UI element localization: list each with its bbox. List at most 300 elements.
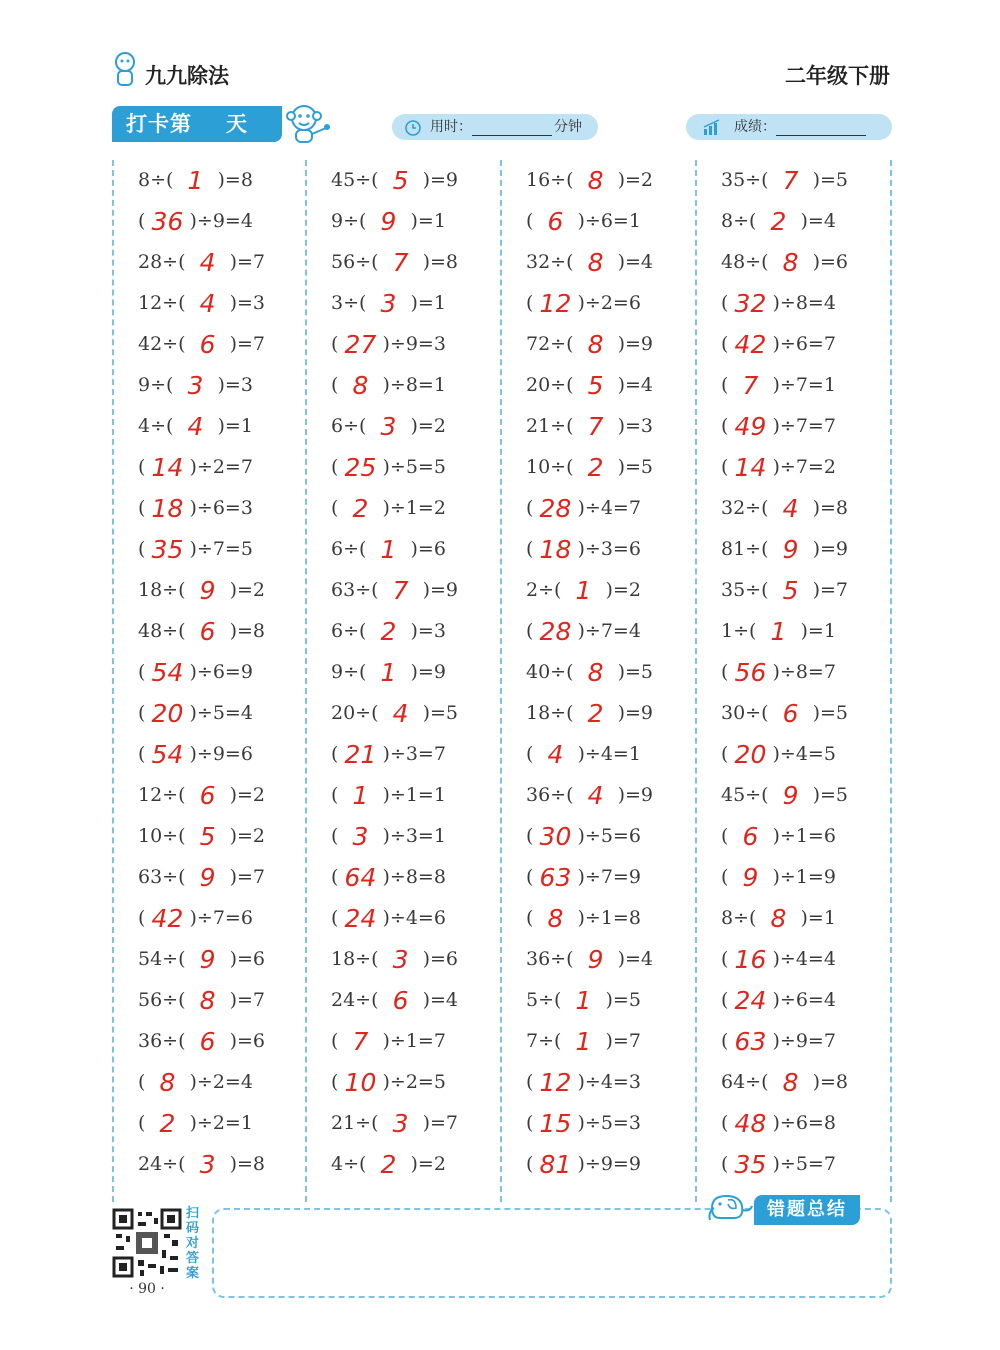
problem-suffix: )=8 xyxy=(806,497,849,519)
answer-value[interactable]: 8 xyxy=(587,330,604,359)
problem-prefix: ( xyxy=(526,1153,540,1175)
answer-value[interactable]: 25 xyxy=(344,453,377,482)
score-label: 成绩： xyxy=(734,119,776,135)
problem-prefix: ( xyxy=(526,538,540,560)
answer-value[interactable]: 35 xyxy=(151,535,184,564)
answer-value[interactable]: 3 xyxy=(392,945,409,974)
answer-value[interactable]: 30 xyxy=(539,822,572,851)
problem-row xyxy=(331,365,501,406)
problem-column xyxy=(697,160,892,1202)
problem-prefix: 9÷( xyxy=(331,210,373,232)
problem-prefix: ( xyxy=(331,825,345,847)
answer-value[interactable]: 48 xyxy=(734,1109,767,1138)
answer-value[interactable]: 36 xyxy=(151,207,184,236)
problem-row xyxy=(526,1021,696,1062)
problem-suffix: )÷8=7 xyxy=(766,661,836,683)
problem-prefix: 72÷( xyxy=(526,333,580,355)
problem-prefix: ( xyxy=(721,989,735,1011)
answer-value[interactable]: 3 xyxy=(392,1109,409,1138)
answer-value[interactable]: 3 xyxy=(199,1150,216,1179)
answer-value[interactable]: 14 xyxy=(734,453,767,482)
problem-prefix: 1÷( xyxy=(721,620,763,642)
answer-value[interactable]: 6 xyxy=(199,330,216,359)
problem-prefix: 32÷( xyxy=(721,497,775,519)
answer-value[interactable]: 8 xyxy=(587,166,604,195)
answer-value[interactable]: 27 xyxy=(344,330,377,359)
answer-value[interactable]: 63 xyxy=(539,863,572,892)
answer-value[interactable]: 6 xyxy=(547,207,564,236)
problem-suffix: )=9 xyxy=(806,538,849,560)
problem-row xyxy=(721,324,891,365)
problem-suffix: )=7 xyxy=(223,251,266,273)
answer-value[interactable]: 32 xyxy=(734,289,767,318)
problem-prefix: ( xyxy=(331,333,345,355)
problem-column xyxy=(502,160,697,1202)
problem-suffix: )=4 xyxy=(611,374,654,396)
problem-prefix: ( xyxy=(526,210,540,232)
problem-prefix: 20÷( xyxy=(331,702,385,724)
answer-value[interactable]: 5 xyxy=(782,576,799,605)
answer-value[interactable]: 63 xyxy=(734,1027,767,1056)
problem-prefix: 12÷( xyxy=(138,292,192,314)
mascot-icon xyxy=(110,50,140,88)
problem-row xyxy=(331,898,501,939)
problem-prefix: 63÷( xyxy=(138,866,192,888)
problem-row xyxy=(526,365,696,406)
problem-suffix: )÷5=4 xyxy=(183,702,253,724)
problem-prefix: 10÷( xyxy=(138,825,192,847)
problem-prefix: 2÷( xyxy=(526,579,568,601)
problem-suffix: )=8 xyxy=(223,1153,266,1175)
answer-value[interactable]: 9 xyxy=(742,863,759,892)
answer-value[interactable]: 8 xyxy=(782,248,799,277)
answer-value[interactable]: 5 xyxy=(199,822,216,851)
problem-prefix: ( xyxy=(721,825,735,847)
answer-value[interactable]: 7 xyxy=(742,371,759,400)
problem-row xyxy=(331,570,501,611)
answer-value[interactable]: 8 xyxy=(587,658,604,687)
answer-value[interactable]: 54 xyxy=(151,658,184,687)
problem-suffix: )=8 xyxy=(806,1071,849,1093)
answer-value[interactable]: 6 xyxy=(742,822,759,851)
answer-value[interactable]: 9 xyxy=(199,863,216,892)
problem-row xyxy=(721,1062,891,1103)
answer-value[interactable]: 2 xyxy=(770,207,787,236)
answer-value[interactable]: 8 xyxy=(770,904,787,933)
answer-value[interactable]: 1 xyxy=(770,617,787,646)
problem-suffix: )=3 xyxy=(211,374,253,396)
problem-row xyxy=(138,529,308,570)
answer-value[interactable]: 6 xyxy=(392,986,409,1015)
answer-value[interactable]: 2 xyxy=(380,1150,397,1179)
problem-prefix: ( xyxy=(331,743,345,765)
problem-row xyxy=(526,898,696,939)
problem-prefix: ( xyxy=(526,292,540,314)
answer-value[interactable]: 7 xyxy=(352,1027,369,1056)
problem-suffix: )=4 xyxy=(611,251,654,273)
problem-suffix: )=7 xyxy=(223,989,266,1011)
score-field xyxy=(686,114,892,140)
problem-prefix: ( xyxy=(138,210,152,232)
monkey-icon xyxy=(282,100,332,146)
problem-suffix: )=7 xyxy=(806,579,849,601)
problem-suffix: )÷2=4 xyxy=(183,1071,253,1093)
problem-suffix: )=9 xyxy=(611,702,654,724)
problem-suffix: )=7 xyxy=(599,1030,641,1052)
problem-prefix: 6÷( xyxy=(331,620,373,642)
answer-value[interactable]: 28 xyxy=(539,617,572,646)
problem-suffix: )÷7=2 xyxy=(766,456,836,478)
problem-column xyxy=(307,160,502,1202)
problem-row xyxy=(331,1144,501,1185)
problem-suffix: )÷6=4 xyxy=(766,989,836,1011)
problem-prefix: ( xyxy=(526,825,540,847)
problem-suffix: )÷9=9 xyxy=(571,1153,641,1175)
problem-row xyxy=(331,857,501,898)
problem-row xyxy=(138,775,308,816)
problem-suffix: )÷4=7 xyxy=(571,497,641,519)
answer-value[interactable]: 21 xyxy=(344,740,377,769)
problem-row xyxy=(721,570,891,611)
problem-prefix: 45÷( xyxy=(331,169,385,191)
problem-prefix: ( xyxy=(138,497,152,519)
problem-suffix: )=9 xyxy=(611,784,654,806)
answer-value[interactable]: 8 xyxy=(199,986,216,1015)
answer-value[interactable]: 42 xyxy=(151,904,184,933)
problem-suffix: )=5 xyxy=(806,169,849,191)
problem-suffix: )=7 xyxy=(223,333,266,355)
problem-suffix: )=9 xyxy=(404,661,446,683)
problem-prefix: 35÷( xyxy=(721,169,775,191)
problem-prefix: 28÷( xyxy=(138,251,192,273)
answer-value[interactable]: 4 xyxy=(187,412,204,441)
problem-suffix: )=4 xyxy=(794,210,836,232)
problem-suffix: )÷9=6 xyxy=(183,743,253,765)
problem-prefix: 7÷( xyxy=(526,1030,568,1052)
problem-row xyxy=(526,652,696,693)
answer-value[interactable]: 4 xyxy=(392,699,409,728)
problem-row xyxy=(526,447,696,488)
answer-value[interactable]: 4 xyxy=(199,248,216,277)
problem-row xyxy=(331,980,501,1021)
answer-value[interactable]: 12 xyxy=(539,289,572,318)
score-input[interactable] xyxy=(776,119,866,136)
problem-suffix: )÷5=7 xyxy=(766,1153,836,1175)
answer-value[interactable]: 1 xyxy=(187,166,204,195)
problem-column xyxy=(112,160,307,1202)
problem-row xyxy=(526,857,696,898)
answer-value[interactable]: 9 xyxy=(587,945,604,974)
answer-value[interactable]: 8 xyxy=(159,1068,176,1097)
problem-row xyxy=(331,611,501,652)
problem-prefix: ( xyxy=(526,743,540,765)
problem-prefix: 3÷( xyxy=(331,292,373,314)
problem-suffix: )÷6=8 xyxy=(766,1112,836,1134)
answer-value[interactable]: 1 xyxy=(352,781,369,810)
problem-suffix: )=7 xyxy=(416,1112,459,1134)
problem-row xyxy=(526,734,696,775)
problem-suffix: )=4 xyxy=(611,948,654,970)
answer-value[interactable]: 6 xyxy=(782,699,799,728)
answer-value[interactable]: 1 xyxy=(380,535,397,564)
answer-value[interactable]: 18 xyxy=(539,535,572,564)
problem-row xyxy=(526,939,696,980)
answer-value[interactable]: 5 xyxy=(392,166,409,195)
problem-prefix: 40÷( xyxy=(526,661,580,683)
answer-value[interactable]: 5 xyxy=(587,371,604,400)
problem-prefix: ( xyxy=(331,497,345,519)
problem-suffix: )÷9=3 xyxy=(376,333,446,355)
problem-row xyxy=(138,857,308,898)
problem-prefix: ( xyxy=(721,661,735,683)
answer-value[interactable]: 10 xyxy=(344,1068,377,1097)
problem-prefix: 36÷( xyxy=(526,948,580,970)
problem-row xyxy=(526,283,696,324)
answer-value[interactable]: 49 xyxy=(734,412,767,441)
answer-value[interactable]: 8 xyxy=(547,904,564,933)
problem-row xyxy=(721,898,891,939)
problem-prefix: ( xyxy=(721,1153,735,1175)
problem-suffix: )÷4=1 xyxy=(571,743,641,765)
answer-value[interactable]: 64 xyxy=(344,863,377,892)
answer-value[interactable]: 8 xyxy=(352,371,369,400)
time-input[interactable] xyxy=(472,119,552,136)
problem-row xyxy=(138,201,308,242)
problem-suffix: )÷9=7 xyxy=(766,1030,836,1052)
problem-prefix: 42÷( xyxy=(138,333,192,355)
problem-suffix: )=8 xyxy=(416,251,459,273)
problem-prefix: 18÷( xyxy=(138,579,192,601)
answer-value[interactable]: 4 xyxy=(587,781,604,810)
problem-suffix: )÷3=7 xyxy=(376,743,446,765)
problem-row xyxy=(138,283,308,324)
problem-prefix: 56÷( xyxy=(331,251,385,273)
problem-row xyxy=(721,1021,891,1062)
problem-suffix: )÷2=5 xyxy=(376,1071,446,1093)
problem-row xyxy=(526,816,696,857)
answer-value[interactable]: 81 xyxy=(539,1150,572,1179)
problem-suffix: )=6 xyxy=(416,948,459,970)
problem-suffix: )=2 xyxy=(223,579,266,601)
problem-row xyxy=(526,406,696,447)
problem-row xyxy=(331,652,501,693)
answer-value[interactable]: 6 xyxy=(199,781,216,810)
answer-value[interactable]: 54 xyxy=(151,740,184,769)
problem-prefix: 18÷( xyxy=(331,948,385,970)
punch-suffix: 天 xyxy=(226,112,248,136)
problem-row xyxy=(138,898,308,939)
problem-suffix: )=1 xyxy=(211,415,253,437)
problem-suffix: )=6 xyxy=(404,538,446,560)
problem-row xyxy=(526,1062,696,1103)
problem-row xyxy=(331,201,501,242)
elephant-icon xyxy=(706,1188,756,1224)
answer-value[interactable]: 15 xyxy=(539,1109,572,1138)
answer-value[interactable]: 3 xyxy=(187,371,204,400)
problem-row xyxy=(138,447,308,488)
answer-value[interactable]: 4 xyxy=(199,289,216,318)
problem-row xyxy=(721,1103,891,1144)
problem-row xyxy=(526,775,696,816)
problem-prefix: ( xyxy=(721,1112,735,1134)
problem-suffix: )÷6=3 xyxy=(183,497,253,519)
problem-prefix: ( xyxy=(721,374,735,396)
answer-value[interactable]: 7 xyxy=(587,412,604,441)
problem-prefix: ( xyxy=(331,1030,345,1052)
answer-value[interactable]: 9 xyxy=(782,535,799,564)
problem-prefix: ( xyxy=(331,1071,345,1093)
problem-row xyxy=(331,283,501,324)
problem-suffix: )÷9=4 xyxy=(183,210,253,232)
qr-code-icon xyxy=(112,1208,182,1278)
problem-row xyxy=(526,529,696,570)
problem-suffix: )=2 xyxy=(404,1153,446,1175)
problem-row xyxy=(331,1103,501,1144)
answer-value[interactable]: 14 xyxy=(151,453,184,482)
problem-suffix: )÷1=9 xyxy=(766,866,836,888)
problem-prefix: 5÷( xyxy=(526,989,568,1011)
problem-suffix: )÷7=7 xyxy=(766,415,836,437)
answer-value[interactable]: 1 xyxy=(575,986,592,1015)
problem-suffix: )=5 xyxy=(416,702,459,724)
problem-prefix: 9÷( xyxy=(138,374,180,396)
problem-prefix: 10÷( xyxy=(526,456,580,478)
problem-prefix: 81÷( xyxy=(721,538,775,560)
problem-suffix: )÷7=9 xyxy=(571,866,641,888)
problem-prefix: 16÷( xyxy=(526,169,580,191)
answer-value[interactable]: 2 xyxy=(380,617,397,646)
page-title: 九九除法 xyxy=(145,64,229,88)
answer-value[interactable]: 6 xyxy=(199,617,216,646)
problem-prefix: ( xyxy=(331,456,345,478)
problem-prefix: 48÷( xyxy=(138,620,192,642)
problem-suffix: )÷8=4 xyxy=(766,292,836,314)
problem-row xyxy=(721,734,891,775)
answer-value[interactable]: 4 xyxy=(547,740,564,769)
answer-value[interactable]: 7 xyxy=(392,248,409,277)
problem-row xyxy=(331,1062,501,1103)
answer-value[interactable]: 2 xyxy=(587,699,604,728)
problem-suffix: )÷4=6 xyxy=(376,907,446,929)
answer-value[interactable]: 8 xyxy=(782,1068,799,1097)
answer-value[interactable]: 28 xyxy=(539,494,572,523)
problem-row xyxy=(721,242,891,283)
problem-suffix: )÷1=8 xyxy=(571,907,641,929)
problem-suffix: )÷2=6 xyxy=(571,292,641,314)
problem-row xyxy=(721,611,891,652)
answer-value[interactable]: 1 xyxy=(380,658,397,687)
answer-value[interactable]: 9 xyxy=(199,576,216,605)
problem-suffix: )÷5=3 xyxy=(571,1112,641,1134)
problem-row xyxy=(138,1021,308,1062)
answer-value[interactable]: 42 xyxy=(734,330,767,359)
problem-prefix: ( xyxy=(331,907,345,929)
problem-row xyxy=(138,365,308,406)
problem-prefix: 64÷( xyxy=(721,1071,775,1093)
answer-value[interactable]: 18 xyxy=(151,494,184,523)
problem-row xyxy=(138,406,308,447)
problem-suffix: )=4 xyxy=(416,989,459,1011)
problem-prefix: 30÷( xyxy=(721,702,775,724)
problem-suffix: )=5 xyxy=(806,702,849,724)
answer-value[interactable]: 9 xyxy=(199,945,216,974)
answer-value[interactable]: 9 xyxy=(380,207,397,236)
problem-prefix: ( xyxy=(138,456,152,478)
answer-value[interactable]: 2 xyxy=(587,453,604,482)
problem-prefix: ( xyxy=(721,948,735,970)
answer-value[interactable]: 9 xyxy=(782,781,799,810)
problem-suffix: )÷4=5 xyxy=(766,743,836,765)
problem-suffix: )=1 xyxy=(404,210,446,232)
problem-row xyxy=(331,488,501,529)
answer-value[interactable]: 24 xyxy=(734,986,767,1015)
problem-prefix: 4÷( xyxy=(138,415,180,437)
answer-value[interactable]: 56 xyxy=(734,658,767,687)
problem-prefix: ( xyxy=(526,866,540,888)
problem-row xyxy=(331,816,501,857)
problem-row xyxy=(331,406,501,447)
answer-value[interactable]: 7 xyxy=(782,166,799,195)
problem-suffix: )=3 xyxy=(404,620,446,642)
answer-value[interactable]: 20 xyxy=(151,699,184,728)
problem-suffix: )=5 xyxy=(611,661,654,683)
answer-value[interactable]: 20 xyxy=(734,740,767,769)
answer-value[interactable]: 1 xyxy=(575,576,592,605)
problem-row xyxy=(526,324,696,365)
answer-value[interactable]: 8 xyxy=(587,248,604,277)
answer-value[interactable]: 3 xyxy=(380,289,397,318)
problem-prefix: ( xyxy=(721,415,735,437)
problem-row xyxy=(721,857,891,898)
answer-value[interactable]: 35 xyxy=(734,1150,767,1179)
problem-suffix: )÷4=4 xyxy=(766,948,836,970)
problem-row xyxy=(526,488,696,529)
clock-icon xyxy=(404,118,422,136)
answer-value[interactable]: 4 xyxy=(782,494,799,523)
answer-value[interactable]: 2 xyxy=(159,1109,176,1138)
problem-suffix: )÷3=6 xyxy=(571,538,641,560)
answer-value[interactable]: 3 xyxy=(380,412,397,441)
answer-value[interactable]: 6 xyxy=(199,1027,216,1056)
problem-row xyxy=(721,201,891,242)
problem-prefix: ( xyxy=(526,1112,540,1134)
answer-value[interactable]: 7 xyxy=(392,576,409,605)
problem-suffix: )=7 xyxy=(223,866,266,888)
problem-row xyxy=(138,980,308,1021)
problem-row xyxy=(138,611,308,652)
answer-value[interactable]: 2 xyxy=(352,494,369,523)
problem-suffix: )=9 xyxy=(416,169,459,191)
problem-suffix: )÷5=5 xyxy=(376,456,446,478)
answer-value[interactable]: 1 xyxy=(575,1027,592,1056)
problem-row xyxy=(526,1144,696,1185)
answer-value[interactable]: 16 xyxy=(734,945,767,974)
problem-suffix: )=8 xyxy=(211,169,253,191)
problem-row xyxy=(721,283,891,324)
problem-row xyxy=(138,242,308,283)
answer-value[interactable]: 24 xyxy=(344,904,377,933)
answer-value[interactable]: 12 xyxy=(539,1068,572,1097)
problem-suffix: )÷1=6 xyxy=(766,825,836,847)
answer-value[interactable]: 3 xyxy=(352,822,369,851)
problem-row xyxy=(138,652,308,693)
problem-row xyxy=(721,816,891,857)
problem-suffix: )÷1=2 xyxy=(376,497,446,519)
problem-prefix: 4÷( xyxy=(331,1153,373,1175)
problem-suffix: )=2 xyxy=(223,784,266,806)
problem-suffix: )=2 xyxy=(611,169,654,191)
problem-row xyxy=(138,160,308,201)
